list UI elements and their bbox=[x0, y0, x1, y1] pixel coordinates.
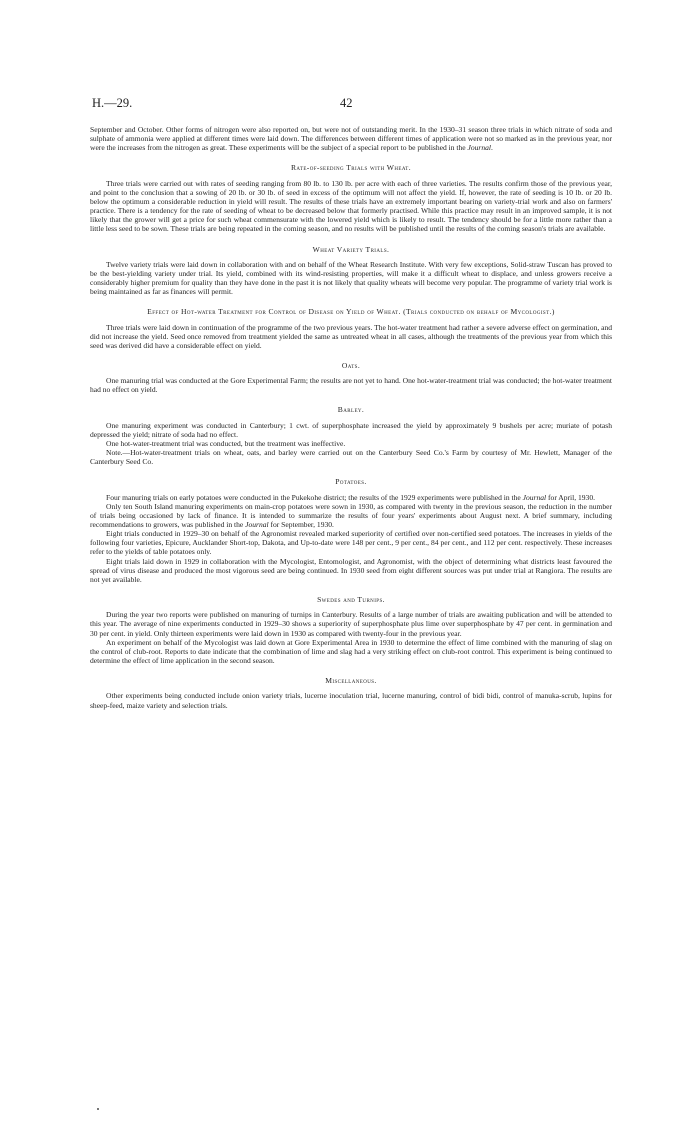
section-heading-miscellaneous: Miscellaneous. bbox=[325, 676, 377, 686]
section-heading-potatoes: Potatoes. bbox=[335, 477, 367, 487]
swedes-paragraph-1: During the year two reports were published on manuring of turnips in Canterbury. Results of a large number of trials are awaiting publication and will be attended to this year. The average of nine experiments conducted in 1929–30 shows a superiority of superphosphate plus lime over superphosphate by 47 per cent. in germination and 30 per cent. in yield. Only thirteen experiments were laid down in 1930 as compared with twenty-four in the previous year. bbox=[90, 610, 612, 638]
page-number: 42 bbox=[340, 96, 353, 110]
section-heading-hot-water: Effect of Hot-water Treatment for Control of Disease on Yield of Wheat. (Trials conducted on behalf of Mycologist.) bbox=[147, 307, 555, 317]
hot-water-paragraph: Three trials were laid down in continuation of the programme of the two previous years. The hot-water treatment had rather a severe adverse effect on germination, and did not increase the yield. Seed once removed from treatment yielded the same as untreated wheat in all cases, although the treatments of the previous year from which this seed was derived did have a considerable effect on yield. bbox=[90, 322, 613, 350]
intro-paragraph: September and October. Other forms of nitrogen were also reported on, but were not of outstanding merit. In the 1930–31 season three trials in which nitrate of soda and sulphate of ammonia were applied at different times were laid down. The differences between different times of application were not so marked as in the previous year, nor were the increases from the nitrogen as great. These experiments will be the subject of a special report to be published in the Journal. bbox=[90, 125, 612, 153]
potatoes-paragraph-4: Eight trials laid down in 1929 in collaboration with the Mycologist, Entomologist, and Agronomist, with the object of determining what districts least favoured the spread of virus disease and produced the most vigorous seed are being continued. In 1930 seed from eight different sources was put under trial at Rangiora. The results are not yet available. bbox=[90, 556, 612, 584]
journal-title: Journal bbox=[467, 143, 491, 153]
section-heading-swedes: Swedes and Turnips. bbox=[317, 595, 385, 605]
document-page bbox=[90, 96, 612, 710]
oats-paragraph: One manuring trial was conducted at the Gore Experimental Farm; the results are not yet to hand. One hot-water-treatment trial was conducted; the hot-water treatment had no effect on yield. bbox=[90, 376, 612, 395]
journal-title: Journal bbox=[245, 520, 269, 529]
miscellaneous-paragraph: Other experiments being conducted include onion variety trials, lucerne inoculation trial, lucerne manuring, control of bidi bidi, control of manuka-scrub, lupins for sheep-feed, maize variety and selection trials. bbox=[90, 691, 612, 710]
document-reference: H.—29. bbox=[92, 96, 133, 110]
section-heading-variety: Wheat Variety Trials. bbox=[312, 244, 390, 254]
section-heading-oats: Oats. bbox=[341, 360, 361, 370]
section-heading-seeding: Rate-of-seeding Trials with Wheat. bbox=[290, 163, 412, 173]
page-body bbox=[90, 125, 612, 710]
journal-title: Journal bbox=[522, 492, 547, 502]
barley-paragraph-2: One hot-water-treatment trial was conducted, but the treatment was ineffective. bbox=[106, 438, 346, 448]
barley-note: Note.—Hot-water-treatment trials on wheat, oats, and barley were carried out on the Canterbury Seed Co.'s Farm by courtesy of Mr. Hewlett, Manager of the Canterbury Seed Co. bbox=[90, 448, 612, 467]
potatoes-paragraph-3: Eight trials conducted in 1929–30 on behalf of the Agronomist revealed marked superiority of certified over non-certified seed potatoes. The increases in yields of the following four varieties, Epicure, Aucklander Short-top, Dakota, and Up-to-date were 148 per cent., 9 per cent., 84 per cent., and 112 per cent. respectively. These increases refer to the yields of table potatoes only. bbox=[90, 529, 612, 557]
variety-paragraph: Twelve variety trials were laid down in collaboration with and on behalf of the Wheat Research Institute. With very few exceptions, Solid-straw Tuscan has proved to be the best-yielding variety under trial. Its yield, combined with its wind-resisting properties, will make it a difficult wheat to displace, and unless growers receive a considerably higher premium for quality than they have done in the past it is not likely that quality wheats will become very popular. The programme of variety trial work is being maintained as far as finances will permit. bbox=[90, 259, 612, 297]
swedes-paragraph-2: An experiment on behalf of the Mycologist was laid down at Gore Experimental Area in 1930 to determine the effect of lime combined with the manuring of slag on the control of club-root. Reports to date indicate that the combination of lime and slag had a very striking effect on club-root control. This experiment is being continued to determine the effect of lime application in the second season. bbox=[90, 637, 612, 666]
barley-paragraph-1: One manuring experiment was conducted in Canterbury; 1 cwt. of superphosphate increased the yield by approximately 9 bushels per acre; muriate of potash depressed the yield; nitrate of soda had no effect. bbox=[90, 420, 612, 439]
scan-speck bbox=[97, 1108, 99, 1110]
seeding-paragraph: Three trials were carried out with rates of seeding ranging from 80 lb. to 130 lb. per acre with each of three varieties. The results confirm those of the previous year, and point to the conclusion that a sowing of 20 lb. or 30 lb. of seed in excess of the optimum will not affect the yield. If, however, the rate of seeding is 10 lb. or 20 lb. below the optimum a considerable reduction in yield will result. The results of these trials have an extremely important bearing on variety-trial work and also on farmers' practice. There is a tendency for the rate of seeding of wheat to be decreased below that formerly practised. While this practice may result in an improved sample, it is not likely that the grower will get a price for such wheat commensurate with the lowered yield which is likely to result. The tendency should be for a little more rather than a little less seed to be sown. These trials are being repeated in the coming season, and no results will be published until the results of the coming season's trials are available. bbox=[90, 178, 612, 234]
potatoes-paragraph-2: Only ten South Island manuring experiments on main-crop potatoes were sown in 1930, as compared with twenty in the previous season, the reduction in the number of trials being occasioned by lack of finance. It is intended to summarize the results of four years' experiments about August next. A brief summary, including recommendations to growers, was published in the Journal for September, 1930. bbox=[90, 501, 612, 529]
potatoes-paragraph-1: Four manuring trials on early potatoes were conducted in the Pukekohe district; the results of the 1929 experiments were published in the Journal for April, 1930. bbox=[106, 492, 595, 502]
section-heading-barley: Barley. bbox=[337, 405, 365, 415]
page-header bbox=[90, 96, 612, 118]
